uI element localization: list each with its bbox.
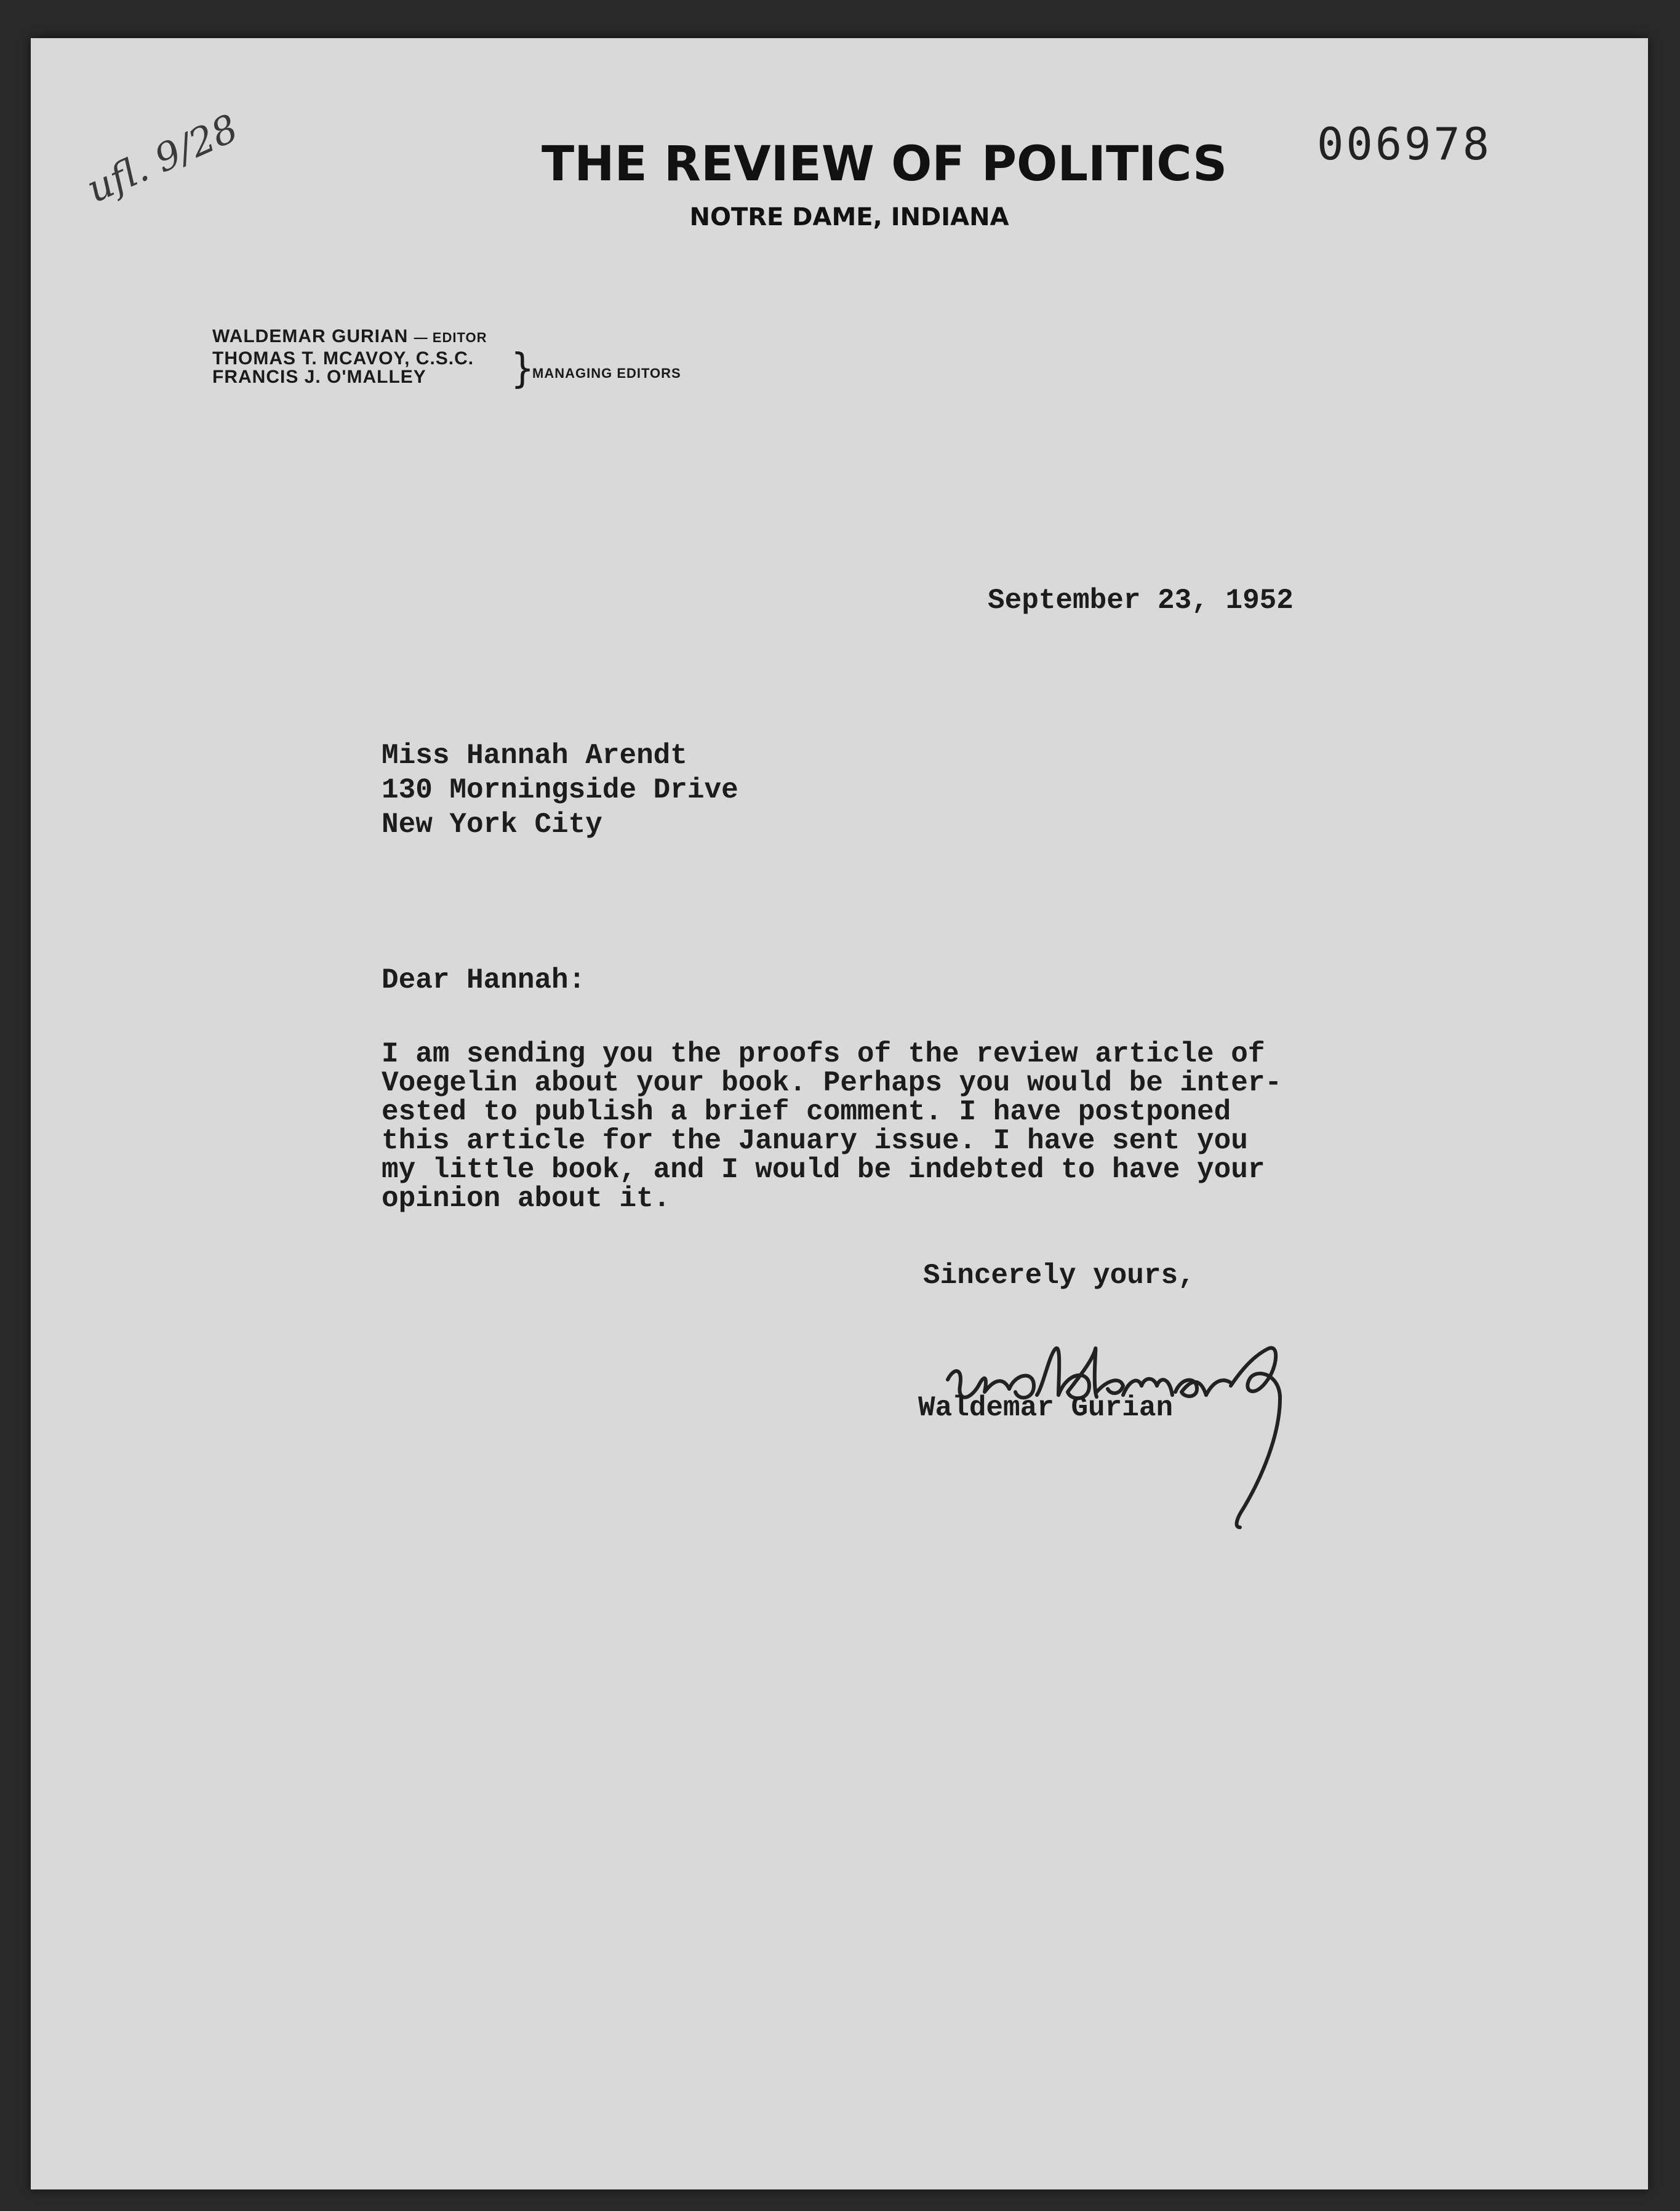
editor-role: — EDITOR — [414, 330, 487, 345]
letter-date: September 23, 1952 — [988, 585, 1294, 617]
editor-name: WALDEMAR GURIAN — [212, 326, 409, 346]
body-line: opinion about it. — [382, 1183, 671, 1215]
managing-editor-1: THOMAS T. MCAVOY, C.S.C. — [212, 348, 474, 369]
document-number: 006978 — [1317, 118, 1492, 170]
letterhead-title: THE REVIEW OF POLITICS — [542, 137, 1228, 192]
managing-editor-2: FRANCIS J. O'MALLEY — [212, 367, 426, 387]
letter-page — [31, 38, 1648, 2189]
body-line: I am sending you the proofs of the review article of — [382, 1038, 1265, 1070]
handwritten-signature — [935, 1343, 1428, 1540]
letterhead-editor — [212, 326, 487, 347]
salutation: Dear Hannah: — [382, 964, 586, 996]
body-line: Voegelin about your book. Perhaps you would be inter- — [382, 1067, 1282, 1099]
body-line: my little book, and I would be indebted to have your — [382, 1154, 1265, 1186]
body-line: this article for the January issue. I have sent you — [382, 1125, 1248, 1157]
letterhead-location: NOTRE DAME, INDIANA — [689, 203, 1009, 231]
typed-signature-name: Waldemar Gurian — [918, 1392, 1174, 1424]
editors-brace: } — [511, 345, 535, 393]
recipient-name: Miss Hannah Arendt — [382, 740, 687, 772]
closing: Sincerely yours, — [923, 1260, 1195, 1292]
managing-editors-role: MANAGING EDITORS — [532, 366, 681, 381]
recipient-city: New York City — [382, 809, 602, 841]
archive-handwritten-note: ufl. 9/28 — [80, 105, 245, 212]
recipient-street: 130 Morningside Drive — [382, 774, 738, 806]
body-line: ested to publish a brief comment. I have postponed — [382, 1096, 1231, 1128]
